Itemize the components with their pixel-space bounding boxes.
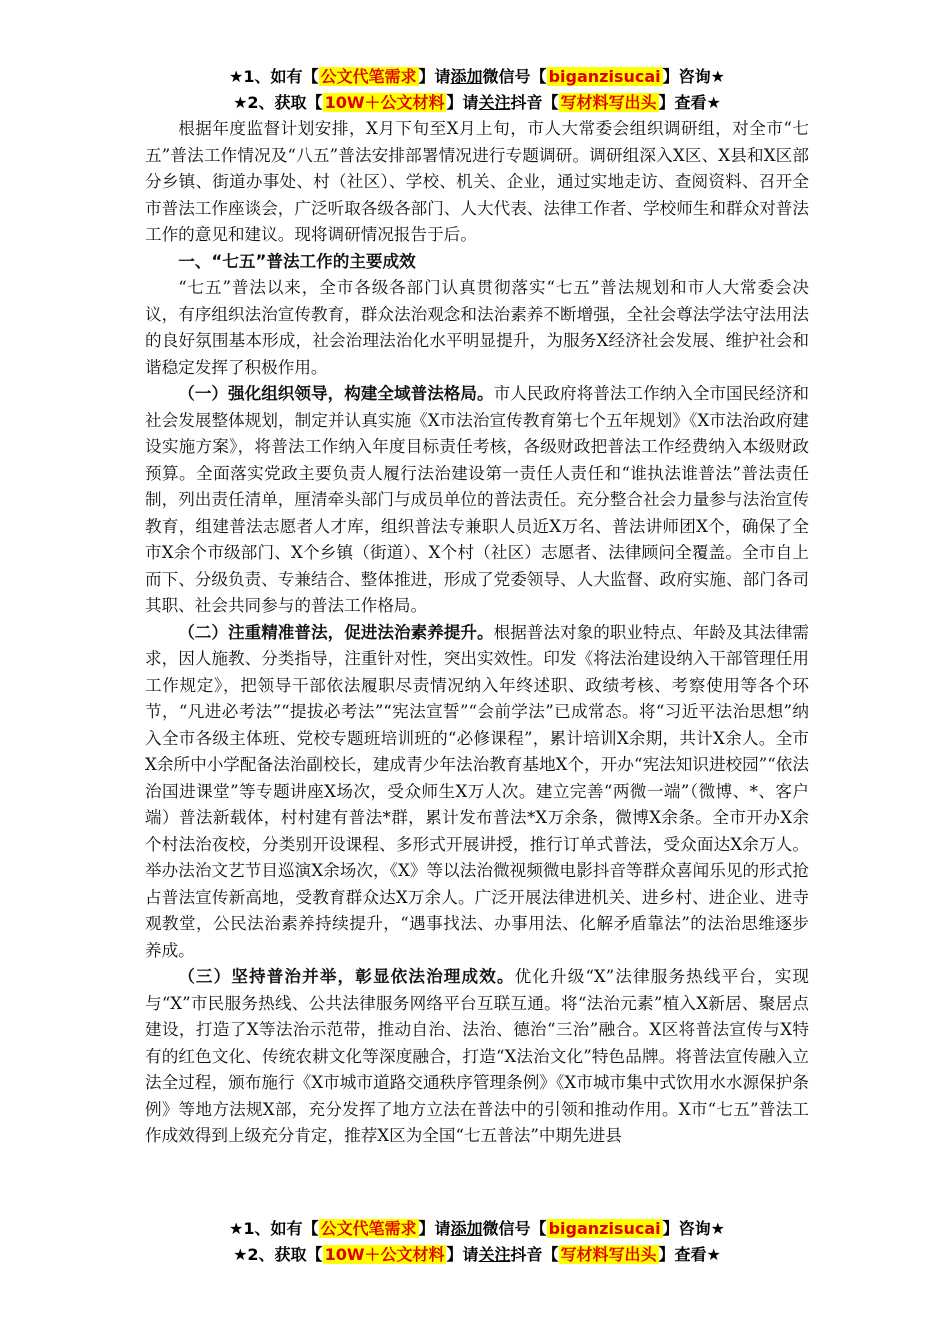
intro-paragraph: 根据年度监督计划安排，X月下旬至X月上旬，市人大常委会组织调研组，对全市“七五”普法工作情况及“八五”普法安排部署情况进行专题调研。调研组深入X区、X县和X区部分乡镇、街道办事处、村（社区）、学校、机关、企业，通过实地走访、查阅资料、召开全市普法工作座谈会，广泛听取各级各部门、人大代表、法律工作者、学校师生和群众对普法工作的意见和建议。现将调研情况报告于后。 (145, 119, 809, 244)
highlight-service: 公文代笔需求 (320, 1219, 417, 1238)
document-body (145, 116, 809, 1150)
highlight-materials: 10W＋公文材料 (324, 93, 445, 112)
underlined-text: 关注 (478, 93, 511, 112)
promo-banner-line-2 (145, 1242, 809, 1268)
highlight-douyin: 写材料写出头 (560, 93, 657, 112)
banner-text: 】请 (446, 1245, 479, 1264)
banner-text: 】请 (446, 93, 479, 112)
section-1-lead: （一）强化组织领导，构建全域普法格局。 (178, 384, 494, 403)
banner-text: ★2、获取【 (233, 1245, 323, 1264)
document-page (145, 64, 809, 1150)
highlight-service: 公文代笔需求 (320, 67, 417, 86)
banner-text: 】查看★ (658, 1245, 721, 1264)
underlined-text: 关注 (478, 1245, 511, 1264)
section-2-body: 根据普法对象的职业特点、年龄及其法律需求，因人施教、分类指导，注重针对性，突出实效性。印发《将法治建设纳入干部管理任用工作规定》，把领导干部依法履职尽责情况纳入年终述职、政绩考核、考察使用等各个环节，“凡进必考法”“提拔必考法”“宪法宣誓”“会前学法”已成常态。将“习近平法治思想”纳入全市各级主体班、党校专题班培训班的“必修课程”，累计培训X余期，共计X余人。全市X余所中小学配备法治副校长，建成青少年法治教育基地X个，开办“宪法知识进校园”“依法治国进课堂”等专题讲座X场次，受众师生X万人次。建立完善“两微一端”（微博、*、客户端）普法新载体，村村建有普法*群，累计发布普法*X万余条，微博X余条。全市开办X余个村法治夜校，分类别开设课程、多形式开展讲授，推行订单式普法，受众面达X余万人。举办法治文艺节目巡演X余场次，《X》等以法治微视频微电影抖音等群众喜闻乐见的形式抢占普法宣传新高地，受教育群众达X万余人。广泛开展法律进机关、进乡村、进企业、进寺观教堂，公民法治素养持续提升，“遇事找法、办事用法、化解矛盾靠法”的法治思维逐步养成。 (145, 622, 810, 960)
section-1-body: 市人民政府将普法工作纳入全市国民经济和社会发展整体规划，制定并认真实施《X市法治宣传教育第七个五年规划》《X市法治政府建设实施方案》，将普法工作纳入年度目标责任考核，各级财政把普法工作经费纳入本级财政预算。全面落实党政主要负责人履行法治建设第一责任人责任和“谁执法谁普法”普法责任制，列出责任清单，厘清牵头部门与成员单位的普法责任。充分整合社会力量参与法治宣传教育，组建普法志愿者人才库，组织普法专兼职人员近X万名、普法讲师团X个，确保了全市X余个市级部门、X个乡镇（街道）、X个村（社区）志愿者、法律顾问全覆盖。全市自上而下、分级负责、专兼结合、整体推进，形成了党委领导、人大监督、政府实施、部门各司其职、社会共同参与的普法工作格局。 (145, 384, 810, 615)
banner-text: 微信号【 (482, 67, 547, 86)
banner-text: ★2、获取【 (233, 93, 323, 112)
banner-text: 】查看★ (658, 93, 721, 112)
underlined-text: 添加 (450, 67, 483, 86)
highlight-douyin: 写材料写出头 (560, 1245, 657, 1264)
banner-text: 抖音【 (510, 93, 559, 112)
section-1-paragraph (145, 381, 809, 620)
section-2-lead: （二）注重精准普法，促进法治素养提升。 (178, 622, 494, 642)
banner-text: 微信号【 (482, 1219, 547, 1238)
banner-text: 抖音【 (510, 1245, 559, 1264)
banner-text: ★1、如有【 (229, 1219, 319, 1238)
banner-text: 】请 (418, 1219, 451, 1238)
section-3-body: 优化升级“X”法律服务热线平台，实现与“X”市民服务热线、公共法律服务网络平台互联互通。将“法治元素”植入X新居、聚居点建设，打造了X等法治示范带，推动自治、法治、德治“三治”融合。X区将普法宣传与X特有的红色文化、传统农耕文化等深度融合，打造“X法治文化”特色品牌。将普法宣传融入立法全过程，颁布施行《X市城市道路交通秩序管理条例》《X市城市集中式饮用水水源保护条例》等地方法规X部，充分发挥了地方立法在普法中的引领和推动作用。X市“七五”普法工作成效得到上级充分肯定，推荐X区为全国“七五普法”中期先进县 (145, 967, 810, 1145)
promo-banner-line-1 (145, 64, 809, 90)
promo-banner-line-2 (145, 90, 809, 116)
highlight-wechat-id: biganzisucai (548, 67, 661, 86)
highlight-wechat-id: biganzisucai (548, 1219, 661, 1238)
section-2-paragraph (145, 620, 809, 965)
section-heading: 一、“七五”普法工作的主要成效 (178, 251, 416, 271)
banner-text: 】咨询★ (662, 1219, 725, 1238)
summary-paragraph: “七五”普法以来，全市各级各部门认真贯彻落实“七五”普法规划和市人大常委会决议，有序组织法治宣传教育，群众法治观念和法治素养不断增强，全社会尊法学法守法用法的良好氛围基本形成，社会治理法治化水平明显提升，为服务X经济社会发展、维护社会和谐稳定发挥了积极作用。 (145, 278, 809, 377)
highlight-materials: 10W＋公文材料 (324, 1245, 445, 1264)
promo-banner-line-1 (145, 1216, 809, 1242)
banner-text: 】请 (418, 67, 451, 86)
underlined-text: 添加 (450, 1219, 483, 1238)
banner-text: ★1、如有【 (229, 67, 319, 86)
section-3-lead: （三）坚持普治并举，彰显依法治理成效。 (178, 967, 515, 986)
banner-text: 】咨询★ (662, 67, 725, 86)
promo-footer (145, 1216, 809, 1268)
section-3-paragraph (145, 964, 809, 1150)
